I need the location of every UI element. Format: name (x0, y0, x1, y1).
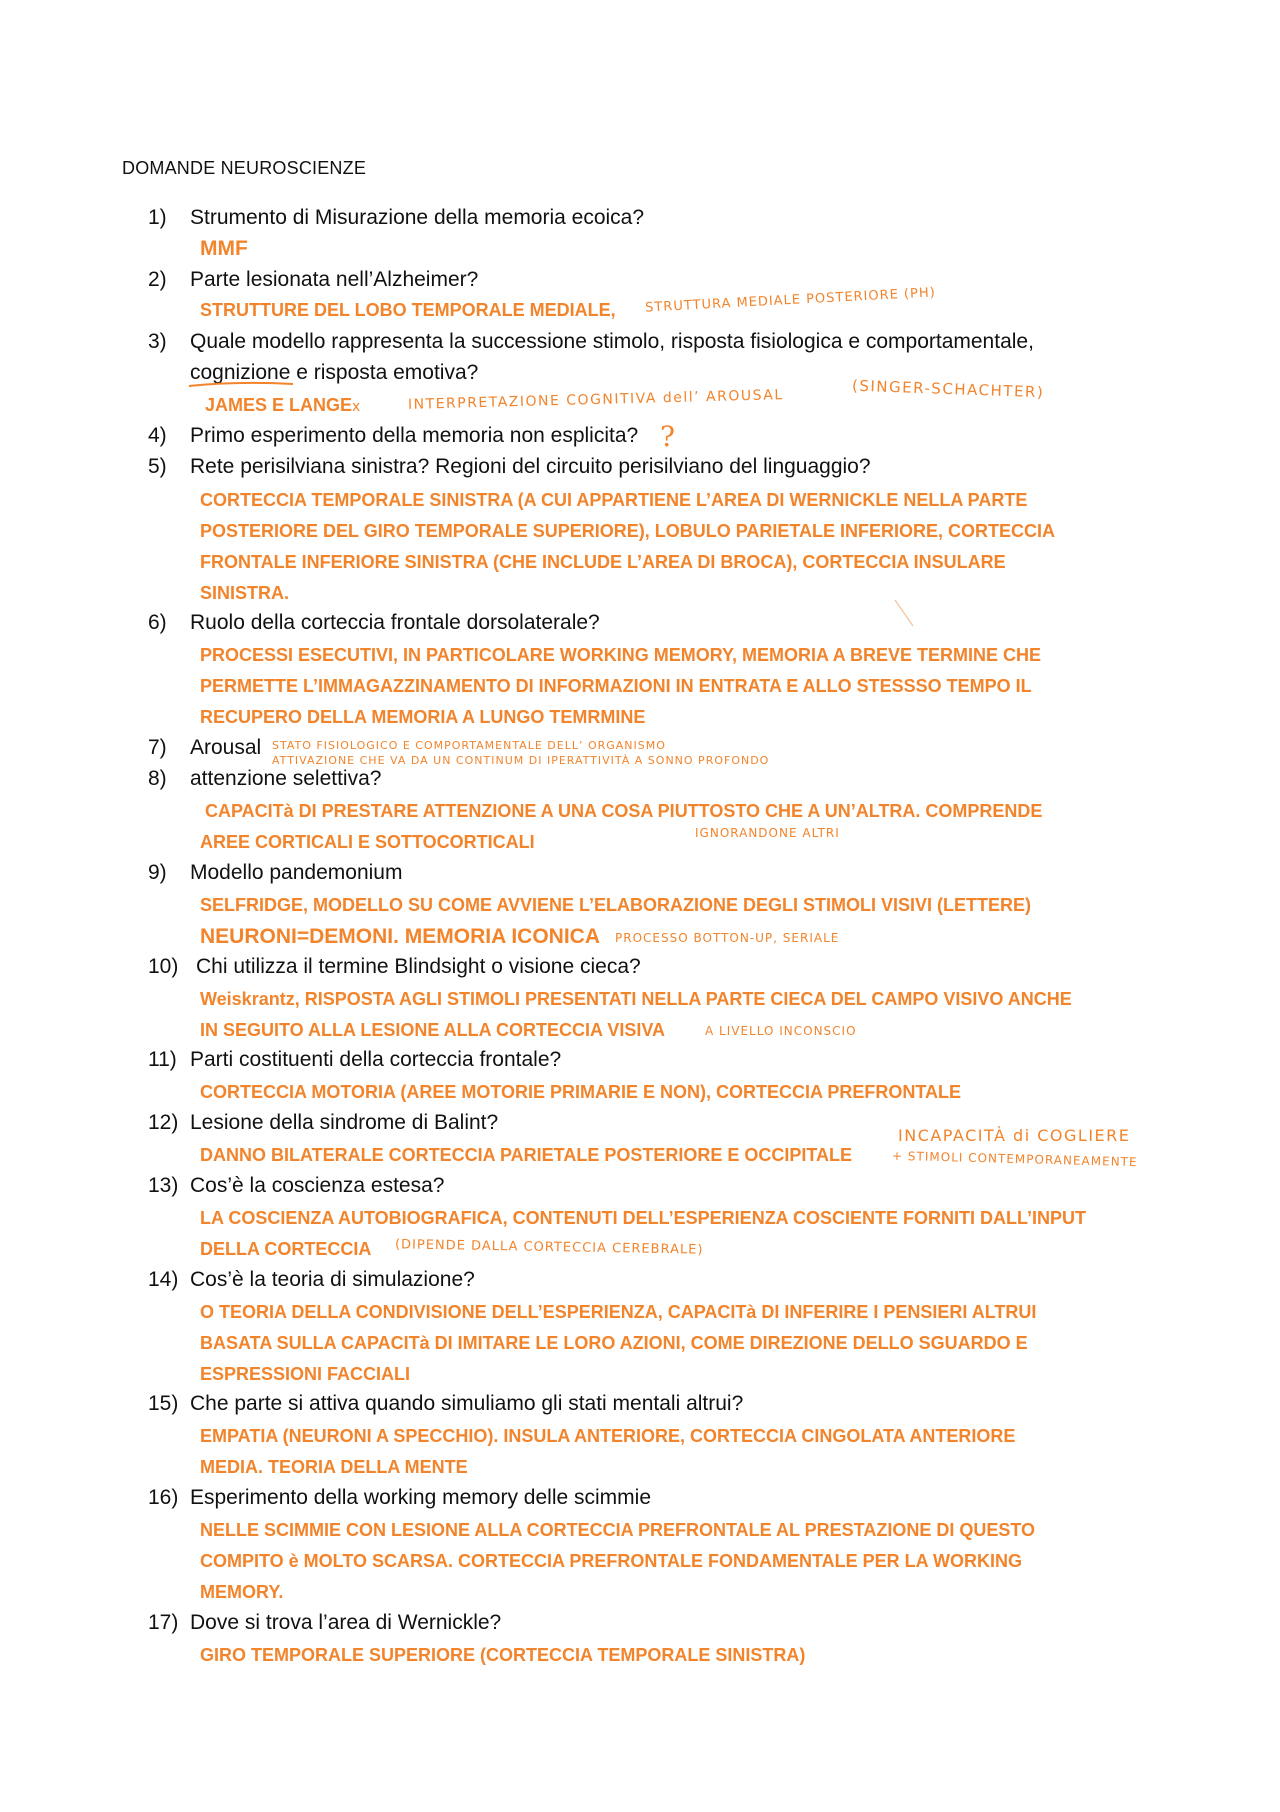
answer-6-line-1: PROCESSI ESECUTIVI, IN PARTICOLARE WORKING MEMORY, MEMORIA A BREVE TERMINE CHE (200, 645, 1042, 665)
handwritten-question-mark: ? (660, 420, 676, 453)
answer-8-line-1: CAPACITà DI PRESTARE ATTENZIONE A UNA COSA PIUTTOSTO CHE A UN’ALTRA. COMPRENDE (205, 801, 1043, 821)
answer-6-line-3: RECUPERO DELLA MEMORIA A LUNGO TEMRMINE (200, 707, 646, 727)
question-number: 17) (148, 1611, 179, 1634)
question-number: 4) (148, 424, 167, 447)
answer-13-line-1: LA COSCIENZA AUTOBIOGRAFICA, CONTENUTI DELL’ESPERIENZA COSCIENTE FORNITI DALL’INPUT (200, 1208, 1087, 1228)
answer-5-line-3: FRONTALE INFERIORE SINISTRA (CHE INCLUDE L’AREA DI BROCA), CORTECCIA INSULARE (200, 552, 1006, 572)
question-number: 3) (148, 330, 167, 353)
answer-14-line-1: O TEORIA DELLA CONDIVISIONE DELL’ESPERIENZA, CAPACITà DI INFERIRE I PENSIERI ALTRUI (200, 1302, 1037, 1322)
answer-2: STRUTTURE DEL LOBO TEMPORALE MEDIALE, (200, 300, 616, 320)
answer-8-line-2: AREE CORTICALI E SOTTOCORTICALI (200, 832, 535, 852)
answer-11: CORTECCIA MOTORIA (AREE MOTORIE PRIMARIE E NON), CORTECCIA PREFRONTALE (200, 1082, 962, 1102)
answer-17: GIRO TEMPORALE SUPERIORE (CORTECCIA TEMPORALE SINISTRA) (200, 1645, 806, 1665)
question-text: Quale modello rappresenta la successione stimolo, risposta fisiologica e comportamentale, (190, 330, 1034, 353)
question-number: 13) (148, 1174, 179, 1197)
answer-16-line-3: MEMORY. (200, 1582, 284, 1602)
question-number: 6) (148, 611, 167, 634)
answer-14-line-3: ESPRESSIONI FACCIALI (200, 1364, 411, 1384)
question-text: attenzione selettiva? (190, 767, 382, 790)
question-number: 16) (148, 1486, 179, 1509)
answer-16-line-2: COMPITO è MOLTO SCARSA. CORTECCIA PREFRONTALE FONDAMENTALE PER LA WORKING (200, 1551, 1022, 1571)
question-text: Primo esperimento della memoria non esplicita? (190, 424, 639, 447)
question-text: Rete perisilviana sinistra? Regioni del circuito perisilviano del linguaggio? (190, 455, 871, 478)
handwritten-note-3b: (SINGER-SCHACHTER) (851, 376, 1045, 402)
stray-pen-mark (893, 598, 915, 628)
question-number: 12) (148, 1111, 179, 1134)
answer-5-line-4: SINISTRA. (200, 583, 290, 603)
page-title: DOMANDE NEUROSCIENZE (122, 158, 367, 178)
question-text: Arousal (190, 736, 262, 759)
question-number: 15) (148, 1392, 179, 1415)
answer-3 (205, 390, 362, 423)
question-text: cognizione e risposta emotiva? (190, 361, 479, 384)
answer-10-line-1: Weiskrantz, RISPOSTA AGLI STIMOLI PRESENTATI NELLA PARTE CIECA DEL CAMPO VISIVO ANCHE (200, 989, 1072, 1009)
handwritten-note-7b: ATTIVAZIONE CHE VA DA UN CONTINUM DI IPERATTIVITÀ A SONNO PROFONDO (272, 754, 770, 767)
answer-9-line-1: SELFRIDGE, MODELLO SU COME AVVIENE L’ELABORAZIONE DEGLI STIMOLI VISIVI (LETTERE) (200, 895, 1032, 915)
answer-6-line-2: PERMETTE L’IMMAGAZZINAMENTO DI INFORMAZIONI IN ENTRATA E ALLO STESSSO TEMPO IL (200, 676, 1032, 696)
question-number: 8) (148, 767, 167, 790)
answer-16-line-1: NELLE SCIMMIE CON LESIONE ALLA CORTECCIA PREFRONTALE AL PRESTAZIONE DI QUESTO (200, 1520, 1036, 1540)
answer-13-line-2: DELLA CORTECCIA (200, 1239, 372, 1259)
cross-mark: x (352, 399, 362, 415)
underline-mark (187, 380, 295, 388)
answer-5-line-2: POSTERIORE DEL GIRO TEMPORALE SUPERIORE), LOBULO PARIETALE INFERIORE, CORTECCIA (200, 521, 1056, 541)
question-text: Lesione della sindrome di Balint? (190, 1111, 499, 1134)
question-text: Cos’è la coscienza estesa? (190, 1174, 445, 1197)
question-number: 9) (148, 861, 167, 884)
question-text: Ruolo della corteccia frontale dorsolaterale? (190, 611, 600, 634)
handwritten-note-8: IGNORANDONE ALTRI (695, 826, 840, 840)
question-text: Che parte si attiva quando simuliamo gli stati mentali altrui? (190, 1392, 744, 1415)
answer-15-line-2: MEDIA. TEORIA DELLA MENTE (200, 1457, 468, 1477)
answer-1: MMF (200, 237, 248, 260)
question-text: Modello pandemonium (190, 861, 403, 884)
question-text: Strumento di Misurazione della memoria ecoica? (190, 206, 645, 229)
answer-14-line-2: BASATA SULLA CAPACITà DI IMITARE LE LORO AZIONI, COME DIREZIONE DELLO SGUARDO E (200, 1333, 1028, 1353)
question-text: Chi utilizza il termine Blindsight o visione cieca? (196, 955, 641, 978)
answer-5-line-1: CORTECCIA TEMPORALE SINISTRA (A CUI APPARTIENE L’AREA DI WERNICKLE NELLA PARTE (200, 490, 1028, 510)
handwritten-note-3a: INTERPRETAZIONE COGNITIVA dell’ AROUSAL (407, 387, 784, 413)
handwritten-note-12b: + STIMOLI CONTEMPORANEAMENTE (891, 1148, 1138, 1170)
handwritten-note-9: PROCESSO BOTTON-UP, SERIALE (615, 931, 840, 945)
answer-3-text: JAMES E LANGE (205, 395, 353, 415)
answer-9-line-2: NEURONI=DEMONI. MEMORIA ICONICA (200, 925, 600, 948)
answer-12: DANNO BILATERALE CORTECCIA PARIETALE POSTERIORE E OCCIPITALE (200, 1145, 853, 1165)
handwritten-note-13: (DIPENDE DALLA CORTECCIA CEREBRALE) (394, 1237, 704, 1258)
question-number: 5) (148, 455, 167, 478)
question-text: Esperimento della working memory delle scimmie (190, 1486, 651, 1509)
question-text: Dove si trova l’area di Wernickle? (190, 1611, 502, 1634)
handwritten-note-10: A LIVELLO INCONSCIO (705, 1024, 857, 1038)
question-number: 14) (148, 1268, 179, 1291)
handwritten-note-12a: INCAPACITÀ di COGLIERE (898, 1126, 1131, 1145)
question-text: Parti costituenti della corteccia frontale? (190, 1048, 562, 1071)
handwritten-note-7a: STATO FISIOLOGICO E COMPORTAMENTALE DELL’ ORGANISMO (272, 739, 666, 752)
handwritten-note-2: STRUTTURA MEDIALE POSTERIORE (PH) (644, 285, 937, 316)
question-number: 1) (148, 206, 167, 229)
question-text: Cos’è la teoria di simulazione? (190, 1268, 475, 1291)
answer-10-line-2: IN SEGUITO ALLA LESIONE ALLA CORTECCIA VISIVA (200, 1020, 666, 1040)
question-number: 2) (148, 268, 167, 291)
question-number: 7) (148, 736, 167, 759)
question-text: Parte lesionata nell’Alzheimer? (190, 268, 479, 291)
question-number: 11) (148, 1048, 177, 1071)
question-number: 10) (148, 955, 179, 978)
answer-15-line-1: EMPATIA (NEURONI A SPECCHIO). INSULA ANTERIORE, CORTECCIA CINGOLATA ANTERIORE (200, 1426, 1016, 1446)
